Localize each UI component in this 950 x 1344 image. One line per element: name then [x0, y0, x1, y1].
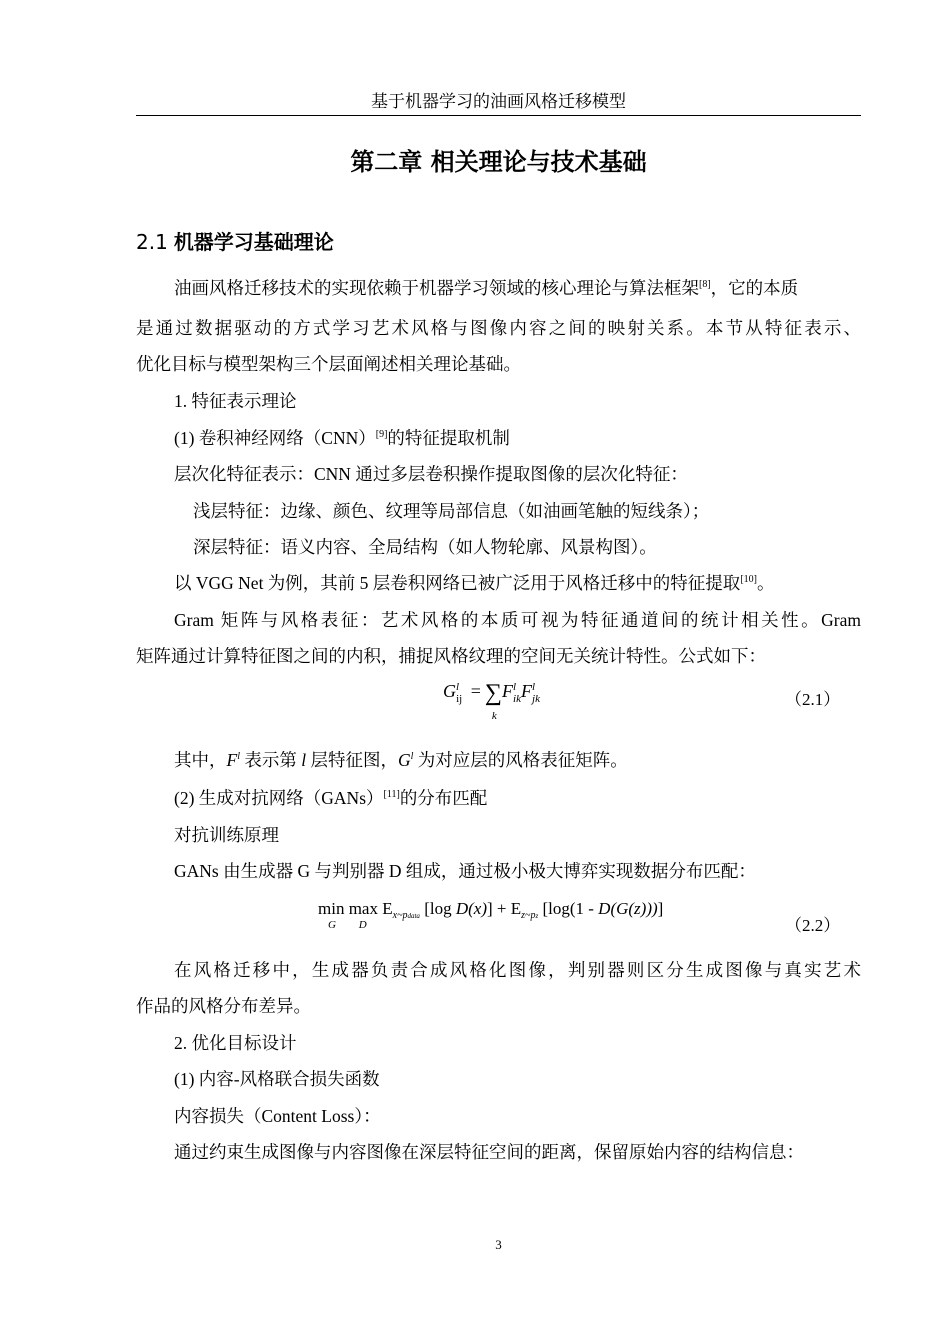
paragraph-line: 层次化特征表示：CNN 通过多层卷积操作提取图像的层次化特征：	[174, 464, 688, 484]
paragraph-line: 油画风格迁移技术的实现依赖于机器学习领域的核心理论与算法框架[8]，它的本质	[174, 278, 799, 298]
paragraph-line: 优化目标与模型架构三个层面阐述相关理论基础。	[136, 354, 521, 374]
equation-gan: min G max D $E_{x\sim pdata}$ [log $D(x)] + E_{z\sim pz}$ [log(1 - D(G(z)))]	[318, 899, 664, 931]
subheading: 1. 特征表示理论	[174, 391, 297, 411]
running-header: 基于机器学习的油画风格迁移模型	[371, 92, 626, 111]
citation: [10]	[740, 574, 757, 585]
equation-number: （2.1）	[785, 690, 841, 709]
paragraph-line: 矩阵通过计算特征图之间的内积，捕捉风格纹理的空间无关统计特性。公式如下：	[136, 646, 766, 666]
paragraph-line: 其中，$F^l$ 表示第 l 层特征图，$G^l$ 为对应层的风格表征矩阵。	[174, 750, 628, 770]
list-item: 深层特征：语义内容、全局结构（如人物轮廓、风景构图）。	[193, 537, 657, 557]
section-title	[136, 228, 334, 256]
paragraph-line: 作品的风格分布差异。	[136, 996, 311, 1016]
paragraph-line: 通过约束生成图像与内容图像在深层特征空间的距离，保留原始内容的结构信息：	[174, 1142, 804, 1162]
paragraph-line: 以 VGG Net 为例，其前 5 层卷积网络已被广泛用于风格迁移中的特征提取[10]。	[174, 573, 775, 593]
subheading: 内容损失（Content Loss）：	[174, 1106, 381, 1126]
paragraph-line: GANs 由生成器 G 与判别器 D 组成，通过极小极大博弈实现数据分布匹配：	[174, 861, 756, 881]
list-item: 浅层特征：边缘、颜色、纹理等局部信息（如油画笔触的短线条）；	[193, 501, 710, 521]
citation: [8]	[699, 279, 711, 290]
paragraph-line: 在风格迁移中，生成器负责合成风格化图像，判别器则区分生成图像与真实艺术	[174, 960, 861, 980]
page-number: 3	[495, 1237, 502, 1252]
equation-gram: $G^l_{ij}$ = ∑ k $F^l_{ik}F^l_{jk}$	[443, 680, 540, 722]
paragraph-line: 是通过数据驱动的方式学习艺术风格与图像内容之间的映射关系。本节从特征表示、	[136, 318, 861, 338]
subheading: (2) 生成对抗网络（GANs）[11]的分布匹配	[174, 788, 488, 808]
subheading: (1) 内容-风格联合损失函数	[174, 1069, 380, 1089]
header-rule	[136, 115, 861, 116]
section-number: 2.1	[136, 230, 168, 254]
subheading: 2. 优化目标设计	[174, 1033, 297, 1053]
citation: [9]	[375, 429, 388, 440]
citation: [11]	[383, 789, 400, 800]
paragraph-line: Gram 矩阵与风格表征：艺术风格的本质可视为特征通道间的统计相关性。Gram	[174, 610, 861, 630]
section-title-text: 机器学习基础理论	[173, 230, 334, 254]
subheading: (1) 卷积神经网络（CNN）[9]的特征提取机制	[174, 428, 510, 448]
chapter-title: 第二章 相关理论与技术基础	[350, 148, 647, 176]
equation-number: （2.2）	[785, 916, 841, 935]
subheading: 对抗训练原理	[174, 825, 279, 845]
